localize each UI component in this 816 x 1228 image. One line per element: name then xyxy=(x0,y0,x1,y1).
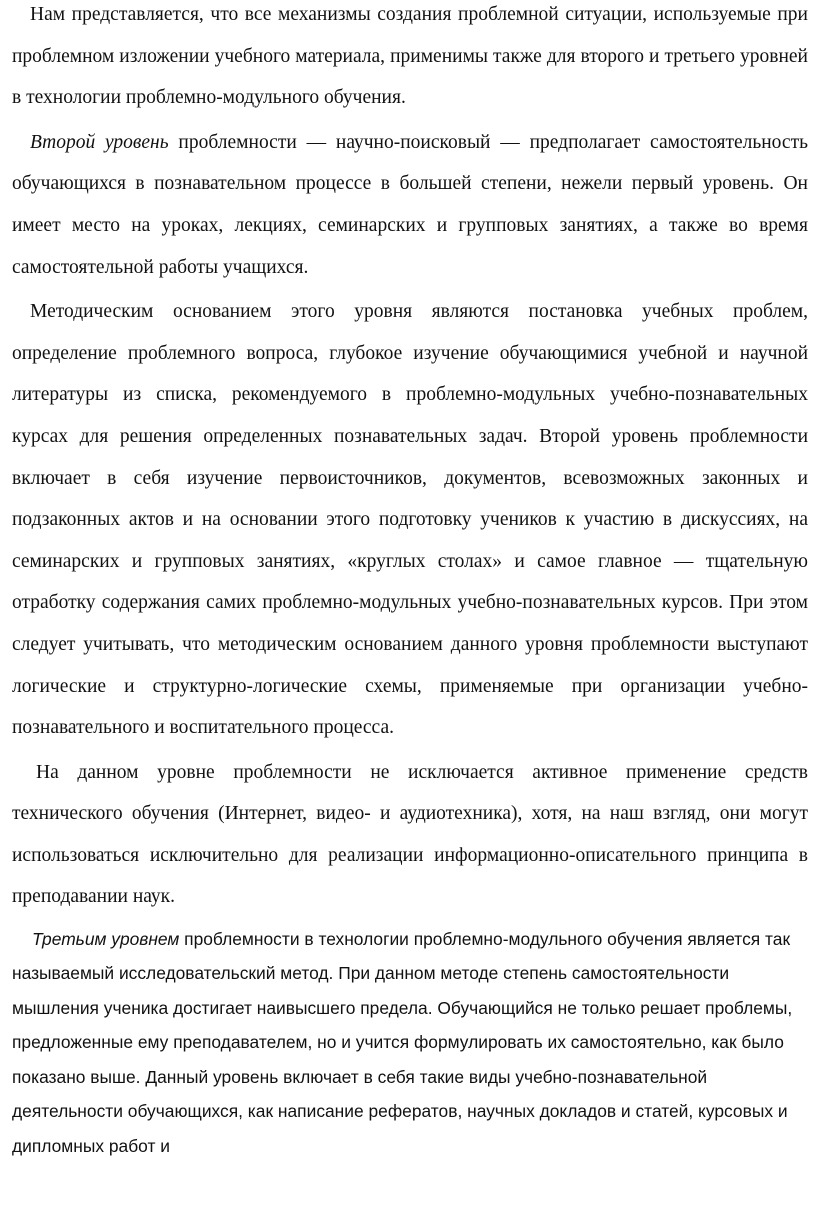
paragraph-second-level xyxy=(12,122,808,288)
paragraph-emphasis: Третьим уровнем xyxy=(32,929,180,950)
paragraph-text: Нам представляется, что все механизмы создания проблемной ситуации, используемые при проблемном изложении учебного материала, применимы также для второго и третьего уровней в технологии проблемно-модульного обучения. xyxy=(12,4,808,109)
paragraph-methodical-basis xyxy=(12,291,808,749)
paragraph-emphasis: Второй уровень xyxy=(30,131,169,153)
paragraph-text: Методическим основанием этого уровня являются постановка учебных проблем, определение проблемного вопроса, глубокое изучение обучающимися учебной и научной литературы из списка, рекомендуемого в проблемно-модульных учебно-познавательных курсах для решения определенных познавательных задач. Второй уровень проблемности включает в себя изучение первоисточников, документов, всевозможных законных и подзаконных актов и на основании этого подготовку учеников к участию в дискуссиях, на семинарских и групповых занятиях, «круглых столах» и самое главное — тщательную отработку содержания самих проблемно-модульных учебно-познавательных курсов. При этом следует учитывать, что методическим основанием данного уровня проблемности выступают логические и структурно-логические схемы, применяемые при организации учебно-познавательного и воспитательного процесса. xyxy=(12,301,808,739)
paragraph-text: проблемности в технологии проблемно-модульного обучения является так называемый исследовательский метод. При данном методе степень самостоятельности мышления ученика достигает наивысшего предела. Обучающийся не только решает проблемы, предложенные ему преподавателем, но и учится формулировать их самостоятельно, как было показано выше. Данный уровень включает в себя такие виды учебно-познавательной деятельности обучающихся, как написание рефератов, научных докладов и статей, курсовых и дипломных работ и xyxy=(12,929,793,1156)
paragraph-technical-means xyxy=(12,752,808,918)
paragraph-problem-situation xyxy=(12,0,808,119)
paragraph-text: На данном уровне проблемности не исключается активное применение средств технического обучения (Интернет, видео- и аудиотехника), хотя, на наш взгляд, они могут использоваться исключительно для реализации информационно-описательного принципа в преподавании наук. xyxy=(12,761,808,908)
paragraph-text: проблемности — научно-поисковый — предполагает самостоятельность обучающихся в познавательном процессе в большей степени, нежели первый уровень. Он имеет место на уроках, лекциях, семинарских и групповых занятиях, а также во время самостоятельной работы учащихся. xyxy=(12,131,808,278)
paragraph-third-level xyxy=(12,922,808,1163)
